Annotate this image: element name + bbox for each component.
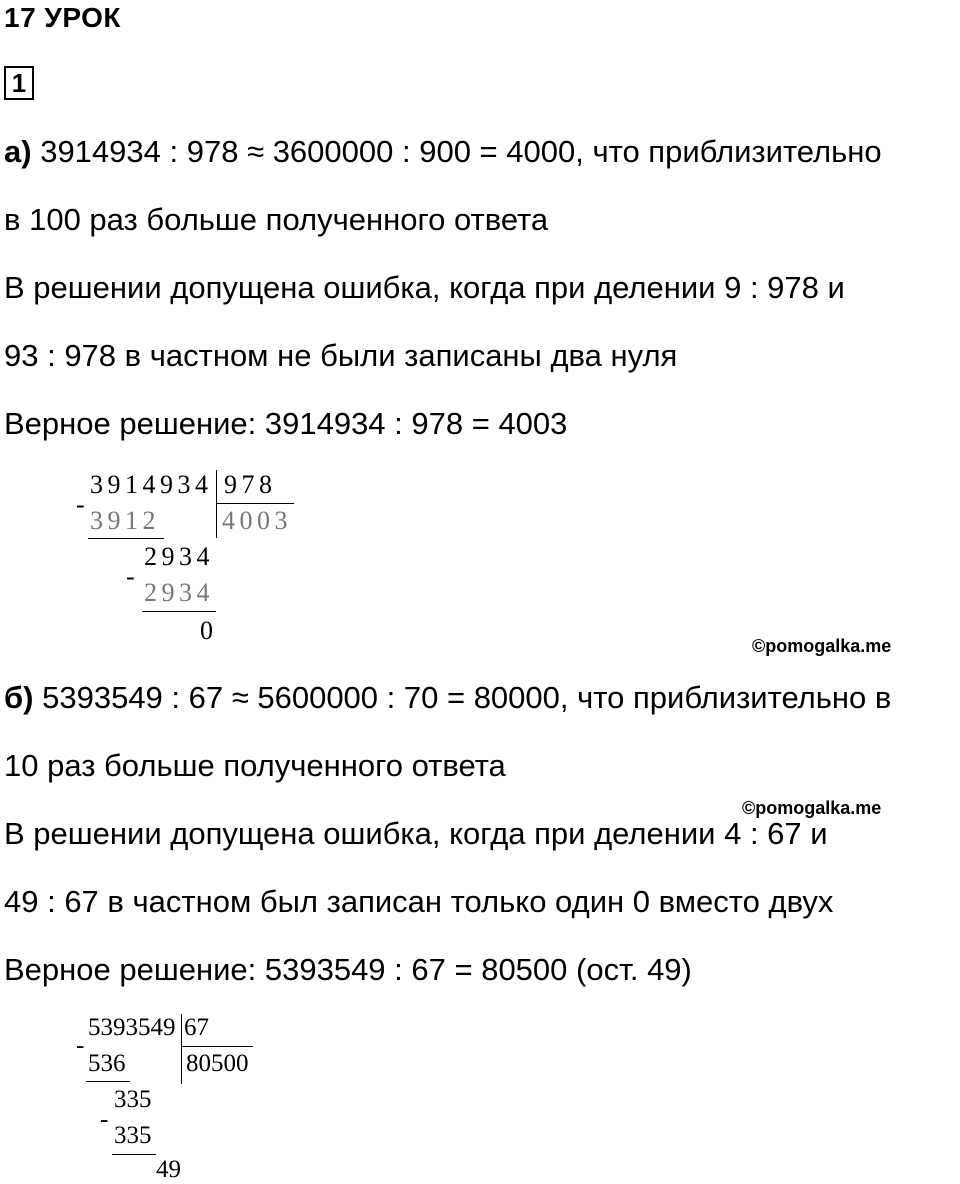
part-a-correct: Верное решение: 3914934 : 978 = 4003 [4, 406, 568, 441]
division-bracket-horizontal [181, 1046, 253, 1047]
part-b-estimate-cont: 10 раз больше полученного ответа [4, 748, 506, 783]
minus-sign: - [76, 490, 85, 519]
part-a-estimate-cont: в 100 раз больше полученного ответа [4, 202, 549, 237]
lesson-title: 17 УРОК [4, 2, 122, 33]
minus-sign: - [100, 1106, 109, 1133]
part-a-estimate [4, 132, 882, 172]
part-b-long-division [70, 1010, 270, 1183]
division-bracket-horizontal [216, 503, 294, 504]
task-number-box: 1 [4, 66, 34, 100]
part-b-error-line1: В решении допущена ошибка, когда при делении 4 : 67 и [4, 816, 828, 851]
subtrahend-2: 2 9 3 4 [144, 578, 209, 607]
part-b-estimate [4, 678, 891, 718]
underline-1 [88, 538, 164, 539]
minus-sign: - [76, 1032, 85, 1059]
watermark: ©pomogalka.me [742, 798, 882, 818]
divisor: 67 [184, 1014, 209, 1041]
partial-remainder: 335 [114, 1086, 152, 1113]
dividend: 3 9 1 4 9 3 4 [90, 470, 207, 499]
division-bracket-vertical [181, 1014, 182, 1084]
partial-remainder: 2 9 3 4 [144, 542, 209, 571]
part-b-error-line2: 49 : 67 в частном был записан только один 0 вместо двух [4, 884, 834, 919]
part-a-long-division [70, 466, 310, 646]
quotient: 4 0 0 3 [222, 506, 287, 535]
division-bracket-vertical [216, 470, 217, 538]
part-a-label: а) [4, 134, 32, 169]
subtrahend-1: 3 9 1 2 [90, 506, 155, 535]
final-remainder: 0 [200, 616, 213, 645]
part-b-label: б) [4, 680, 34, 715]
underline-2 [142, 611, 216, 612]
part-b-correct: Верное решение: 5393549 : 67 = 80500 (ост. 49) [4, 952, 692, 987]
watermark: ©pomogalka.me [752, 636, 892, 656]
part-a-error-line1: В решении допущена ошибка, когда при делении 9 : 978 и [4, 270, 845, 305]
quotient: 80500 [186, 1050, 249, 1077]
minus-sign: - [126, 562, 135, 591]
dividend: 5393549 [88, 1014, 176, 1041]
underline-1 [86, 1081, 130, 1082]
underline-2 [112, 1154, 156, 1155]
subtrahend-2: 335 [114, 1122, 152, 1149]
part-b-estimate-text: 5393549 : 67 ≈ 5600000 : 70 = 80000, что приблизительно в [42, 680, 892, 715]
final-remainder: 49 [156, 1156, 181, 1183]
divisor: 9 7 8 [224, 470, 271, 499]
part-a-estimate-text: 3914934 : 978 ≈ 3600000 : 900 = 4000, что приблизительно [40, 134, 882, 169]
part-a-error-line2: 93 : 978 в частном не были записаны два нуля [4, 338, 678, 373]
subtrahend-1: 536 [88, 1050, 126, 1077]
